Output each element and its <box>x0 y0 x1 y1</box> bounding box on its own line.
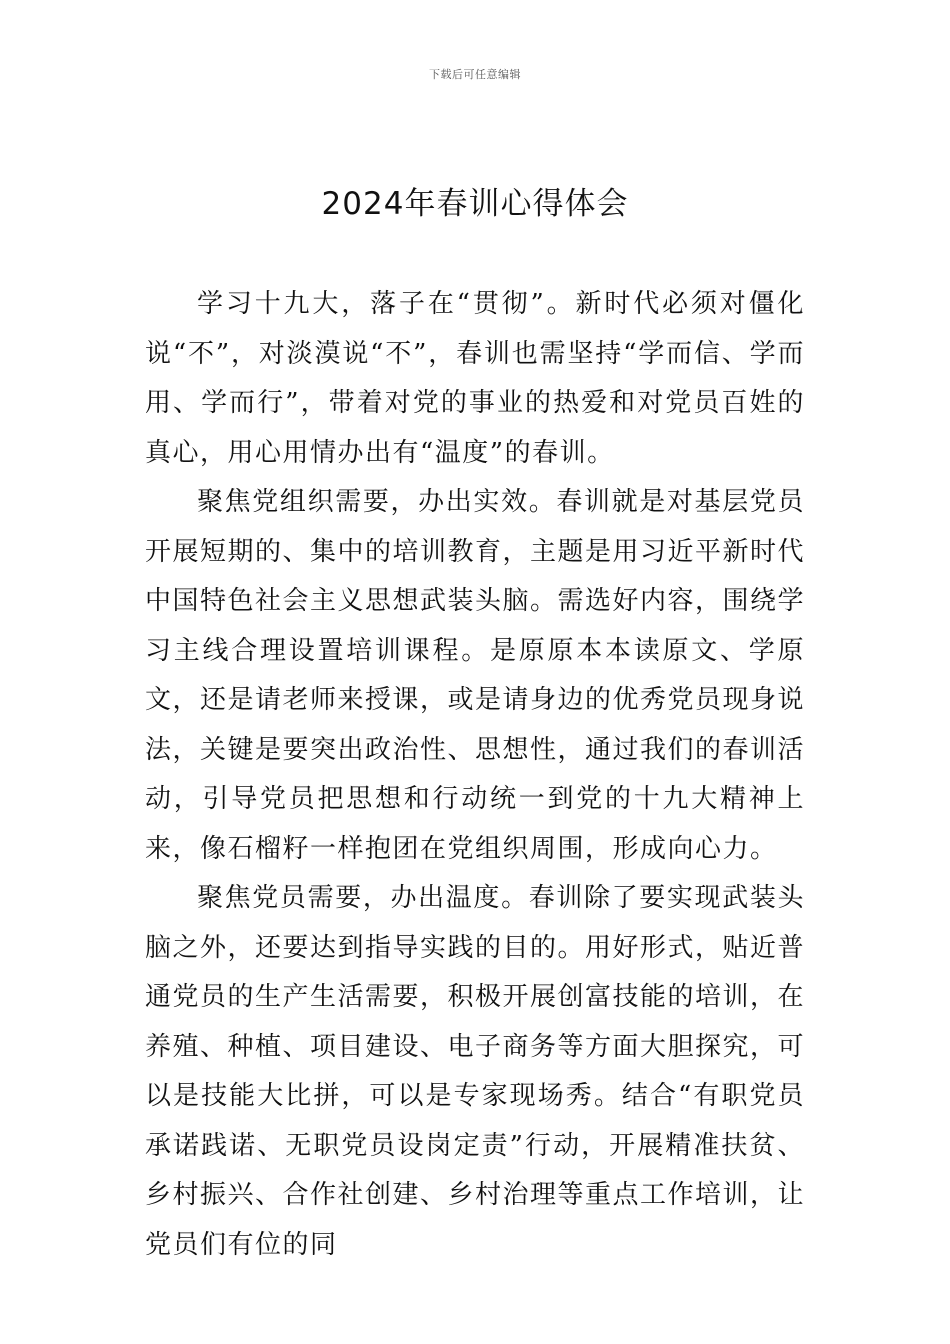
paragraph-3: 聚焦党员需要，办出温度。春训除了要实现武装头脑之外，还要达到指导实践的目的。用好形式，贴近普通党员的生产生活需要，积极开展创富技能的培训，在养殖、种植、项目建设、电子商务等方面大胆探究，可以是技能大比拼，可以是专家现场秀。结合“有职党员承诺践诺、无职党员设岗定责”行动，开展精准扶贫、乡村振兴、合作社创建、乡村治理等重点工作培训，让党员们有位的同 <box>145 883 806 1260</box>
paragraph-2: 聚焦党组织需要，办出实效。春训就是对基层党员开展短期的、集中的培训教育，主题是用习近平新时代中国特色社会主义思想武装头脑。需选好内容，围绕学习主线合理设置培训课程。是原原本本读原文、学原文，还是请老师来授课，或是请身边的优秀党员现身说法，关键是要突出政治性、思想性，通过我们的春训活动，引导党员把思想和行动统一到党的十九大精神上来，像石榴籽一样抱团在党组织周围，形成向心力。 <box>145 487 806 864</box>
document-title: 2024年春训心得体会 <box>321 186 629 222</box>
header-note: 下载后可任意编辑 <box>429 68 521 81</box>
document-body <box>145 280 805 1270</box>
paragraph-1: 学习十九大，落子在“贯彻”。新时代必须对僵化说“不”，对淡漠说“不”，春训也需坚持“学而信、学而用、学而行”，带着对党的事业的热爱和对党员百姓的真心，用心用情办出有“温度”的春训。 <box>145 289 805 468</box>
